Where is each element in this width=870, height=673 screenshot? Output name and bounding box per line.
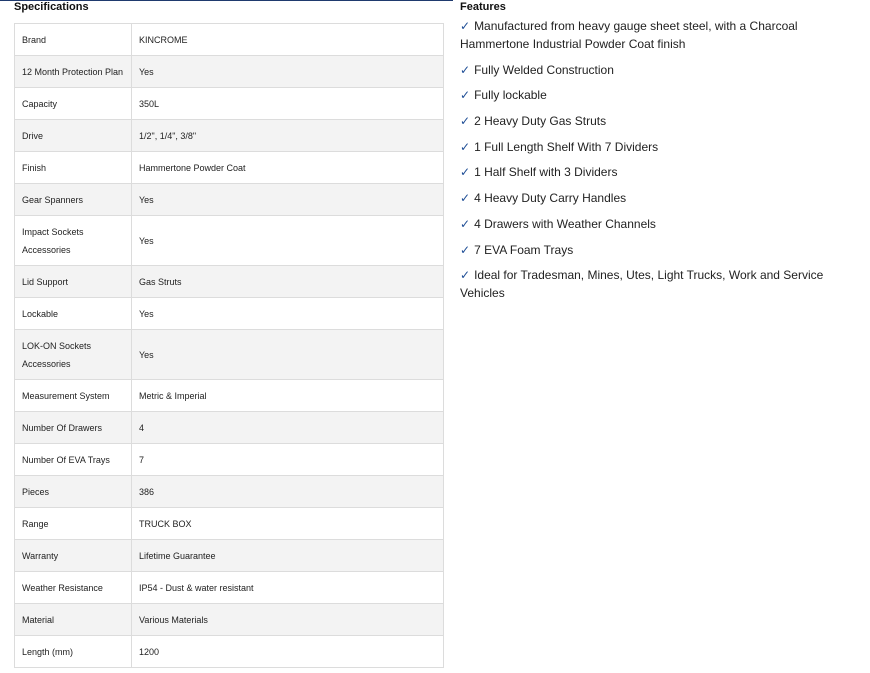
specifications-table xyxy=(14,23,444,668)
spec-value: Hammertone Powder Coat xyxy=(132,152,444,184)
check-icon: ✓ xyxy=(460,88,471,103)
table-row xyxy=(15,24,444,56)
spec-label: Pieces xyxy=(15,476,132,508)
table-row xyxy=(15,216,444,266)
check-icon: ✓ xyxy=(460,165,471,180)
check-icon: ✓ xyxy=(460,19,471,33)
list-item xyxy=(460,189,860,207)
table-row xyxy=(15,330,444,380)
list-item xyxy=(460,86,860,104)
spec-value: 7 xyxy=(132,444,444,476)
spec-value: 386 xyxy=(132,476,444,508)
features-list xyxy=(460,17,860,302)
spec-label: Drive xyxy=(15,120,132,152)
spec-label: Lockable xyxy=(15,298,132,330)
spec-label: Length (mm) xyxy=(15,636,132,668)
spec-label: Lid Support xyxy=(15,266,132,298)
table-row xyxy=(15,444,444,476)
spec-value: Yes xyxy=(132,298,444,330)
list-item xyxy=(460,112,860,130)
list-item xyxy=(460,266,860,302)
features-heading: Features xyxy=(460,1,506,13)
spec-value: 4 xyxy=(132,412,444,444)
spec-label: Finish xyxy=(15,152,132,184)
check-icon: ✓ xyxy=(460,268,471,283)
check-icon: ✓ xyxy=(460,191,471,206)
feature-text: 4 Drawers with Weather Channels xyxy=(474,216,656,231)
table-row xyxy=(15,636,444,668)
table-row xyxy=(15,88,444,120)
spec-value: Yes xyxy=(132,330,444,380)
table-row xyxy=(15,540,444,572)
spec-value: Yes xyxy=(132,56,444,88)
spec-value: IP54 - Dust & water resistant xyxy=(132,572,444,604)
table-row xyxy=(15,152,444,184)
spec-label: LOK-ON Sockets Accessories xyxy=(15,330,132,380)
spec-label: Weather Resistance xyxy=(15,572,132,604)
spec-label: Gear Spanners xyxy=(15,184,132,216)
specifications-heading: Specifications xyxy=(14,1,89,13)
check-icon: ✓ xyxy=(460,114,471,129)
feature-text: Fully Welded Construction xyxy=(474,62,614,77)
feature-text: Ideal for Tradesman, Mines, Utes, Light Trucks, Work and Service Vehicles xyxy=(460,268,824,301)
list-item xyxy=(460,138,860,156)
table-row xyxy=(15,380,444,412)
feature-text: 1 Half Shelf with 3 Dividers xyxy=(474,165,618,180)
feature-text: 1 Full Length Shelf With 7 Dividers xyxy=(474,139,659,154)
spec-label: Warranty xyxy=(15,540,132,572)
spec-value: Various Materials xyxy=(132,604,444,636)
spec-label: Material xyxy=(15,604,132,636)
check-icon: ✓ xyxy=(460,242,471,257)
spec-value: KINCROME xyxy=(132,24,444,56)
spec-value: Metric & Imperial xyxy=(132,380,444,412)
spec-label: Number Of Drawers xyxy=(15,412,132,444)
list-item xyxy=(460,215,860,233)
spec-value: TRUCK BOX xyxy=(132,508,444,540)
spec-label: Capacity xyxy=(15,88,132,120)
table-row xyxy=(15,572,444,604)
spec-label: 12 Month Protection Plan xyxy=(15,56,132,88)
spec-value: Yes xyxy=(132,184,444,216)
list-item xyxy=(460,241,860,259)
table-row xyxy=(15,412,444,444)
spec-value: 350L xyxy=(132,88,444,120)
table-row xyxy=(15,184,444,216)
table-row xyxy=(15,56,444,88)
list-item xyxy=(460,61,860,79)
table-row xyxy=(15,266,444,298)
spec-label: Brand xyxy=(15,24,132,56)
spec-label: Range xyxy=(15,508,132,540)
spec-value: 1200 xyxy=(132,636,444,668)
spec-value: Gas Struts xyxy=(132,266,444,298)
feature-text: 4 Heavy Duty Carry Handles xyxy=(474,191,627,206)
feature-text: Manufactured from heavy gauge sheet steel, with a Charcoal Hammertone Industrial Powder Coat finish xyxy=(460,19,798,51)
table-row xyxy=(15,298,444,330)
feature-text: 2 Heavy Duty Gas Struts xyxy=(474,114,607,129)
list-item xyxy=(460,17,860,53)
spec-label: Impact Sockets Accessories xyxy=(15,216,132,266)
table-row xyxy=(15,476,444,508)
spec-value: Yes xyxy=(132,216,444,266)
spec-label: Measurement System xyxy=(15,380,132,412)
table-row xyxy=(15,508,444,540)
check-icon: ✓ xyxy=(460,139,471,154)
check-icon: ✓ xyxy=(460,216,471,231)
feature-text: Fully lockable xyxy=(474,88,547,103)
feature-text: 7 EVA Foam Trays xyxy=(474,242,574,257)
spec-value: Lifetime Guarantee xyxy=(132,540,444,572)
table-row xyxy=(15,604,444,636)
check-icon: ✓ xyxy=(460,62,471,77)
list-item xyxy=(460,163,860,181)
table-row xyxy=(15,120,444,152)
spec-label: Number Of EVA Trays xyxy=(15,444,132,476)
spec-value: 1/2", 1/4", 3/8" xyxy=(132,120,444,152)
